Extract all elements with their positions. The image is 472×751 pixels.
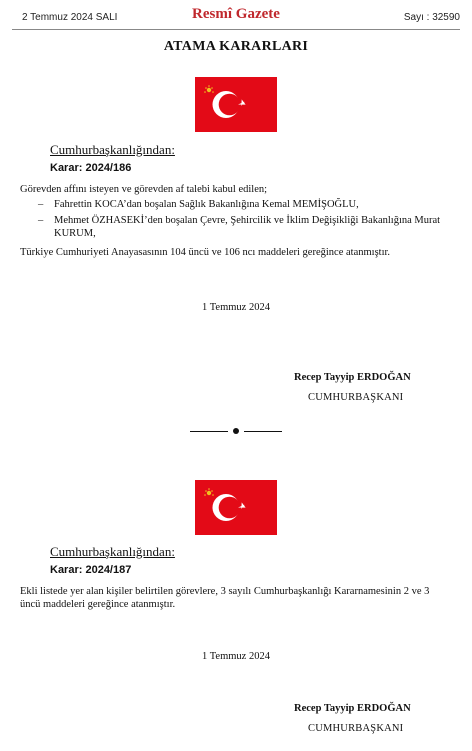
issuer-label: Cumhurbaşkanlığından: <box>50 544 175 559</box>
signatory-role: CUMHURBAŞKANI <box>308 723 404 734</box>
list-item <box>38 198 452 211</box>
list-item-text: Mehmet ÖZHASEKİ’den boşalan Çevre, Şehircilik ve İklim Değişikliği Bakanlığına Murat KURUM, <box>54 215 441 239</box>
turkish-flag-icon <box>195 77 277 132</box>
issue-number: Sayı : 32590 <box>403 12 460 23</box>
bullet-dash: – <box>38 215 44 226</box>
decree-intro: Görevden affını isteyen ve görevden af talebi kabul edilen; <box>20 184 268 195</box>
issuer-label: Cumhurbaşkanlığından: <box>50 142 175 157</box>
decision-number: Karar: 2024/187 <box>50 564 132 576</box>
decree-body: Ekli listede yer alan kişiler belirtilen görevlere, 3 sayılı Cumhurbaşkanlığı Kararnamesinin 2 ve 3 üncü maddeleri gereğince atanmıştır. <box>20 586 430 610</box>
issue-date: 2 Temmuz 2024 SALI <box>22 12 118 23</box>
signatory-name: Recep Tayyip ERDOĞAN <box>294 372 411 383</box>
decree-closing: Türkiye Cumhuriyeti Anayasasının 104 üncü ve 106 ncı maddeleri gereğince atanmıştır. <box>20 247 391 258</box>
signatory-name: Recep Tayyip ERDOĞAN <box>294 703 411 714</box>
masthead <box>0 0 472 30</box>
decree-date: 1 Temmuz 2024 <box>202 302 270 313</box>
gazette-title: Resmî Gazete <box>192 6 280 22</box>
decree-date: 1 Temmuz 2024 <box>202 651 270 662</box>
masthead-divider <box>12 29 460 30</box>
section-title: ATAMA KARARLARI <box>163 39 309 54</box>
signatory-role: CUMHURBAŞKANI <box>308 392 404 403</box>
list-item-text: Fahrettin KOCA’dan boşalan Sağlık Bakanlığına Kemal MEMİŞOĞLU, <box>54 199 359 210</box>
list-item <box>38 214 448 240</box>
section-separator <box>190 426 282 436</box>
turkish-flag-icon <box>195 480 277 535</box>
bullet-dash: – <box>38 199 44 210</box>
decision-number: Karar: 2024/186 <box>50 162 132 174</box>
